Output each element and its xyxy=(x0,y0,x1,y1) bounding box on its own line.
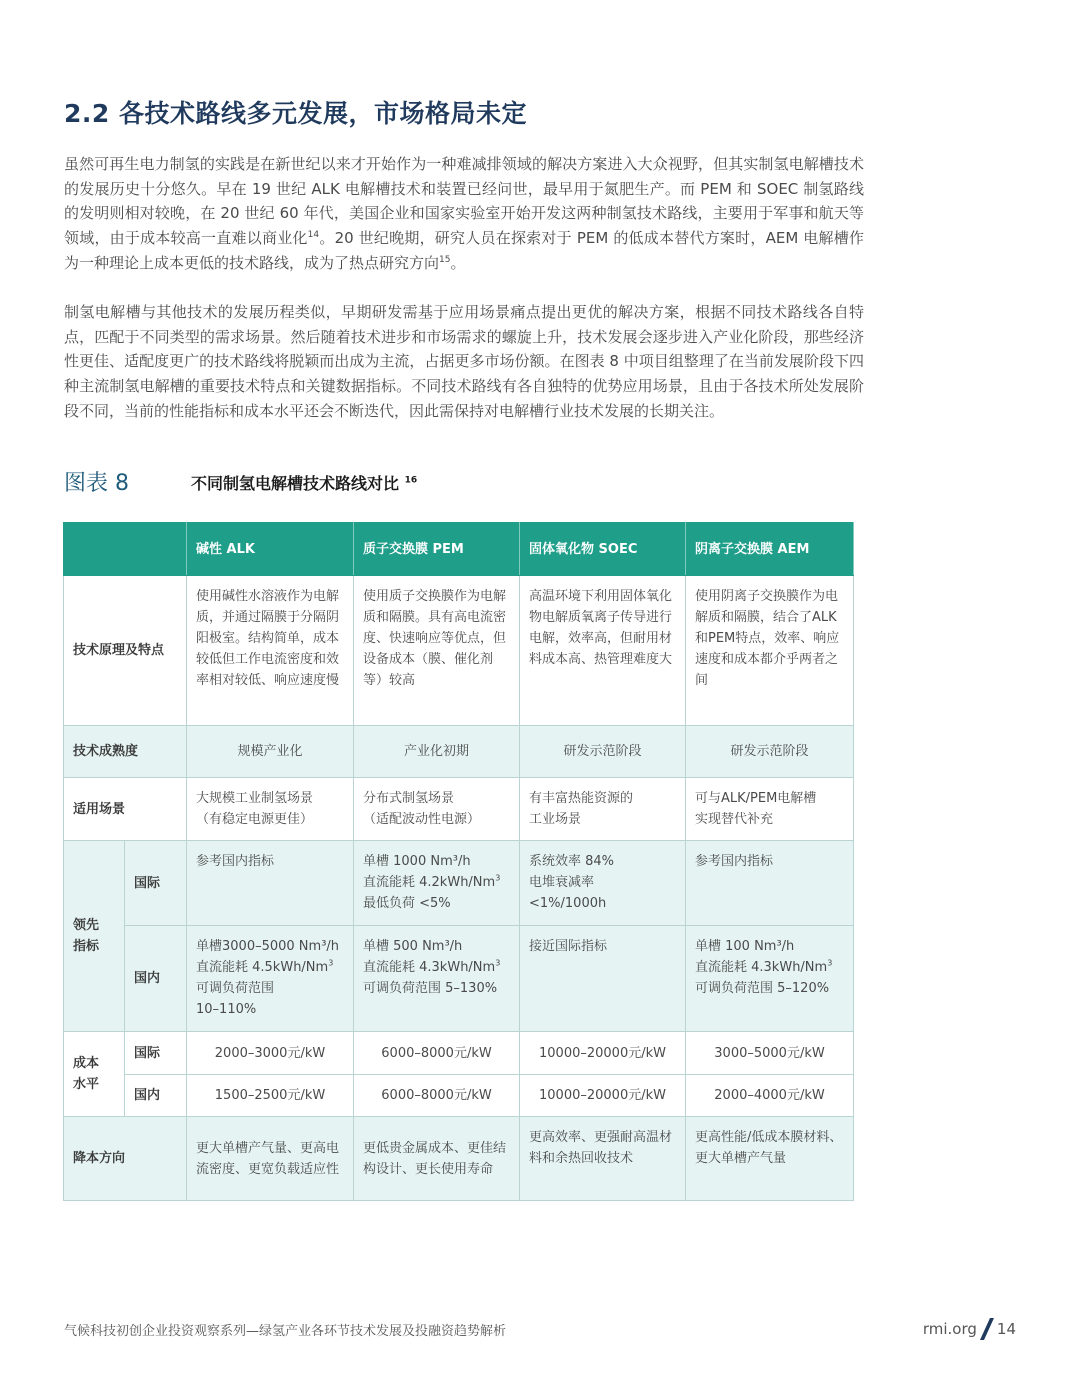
leading-label-2: 指标 xyxy=(73,939,100,954)
cell-reduction-alk: 更大单槽产气量、更高电流密度、更宽负载适应性 xyxy=(187,1117,354,1201)
header-corner xyxy=(64,523,187,576)
leading-dom-pem-2-text: 直流能耗 4.3kWh/Nm xyxy=(363,960,496,975)
row-label-scenario: 适用场景 xyxy=(64,778,187,841)
cell-leading-dom-alk xyxy=(187,926,354,1032)
cell-cost-dom-soec: 10000–20000元/kW xyxy=(520,1075,686,1117)
leading-dom-pem-3: 可调负荷范围 5–130% xyxy=(363,981,498,996)
footer-series-title: 气候科技初创企业投资观察系列—绿氢产业各环节技术发展及投融资趋势解析 xyxy=(64,1324,507,1339)
sublabel-cost-intl: 国际 xyxy=(125,1032,187,1075)
cell-cost-intl-soec: 10000–20000元/kW xyxy=(520,1032,686,1075)
figure-label: 图表 8 xyxy=(64,471,129,496)
cell-cost-intl-aem: 3000–5000元/kW xyxy=(686,1032,854,1075)
cell-principle-alk: 使用碱性水溶液作为电解质，并通过隔膜于分隔阴阳极室。结构简单，成本较低但工作电流密度和效率相对较低、响应速度慢 xyxy=(187,576,354,726)
leading-dom-alk-2 xyxy=(196,957,344,978)
leading-dom-aem-3: 可调负荷范围 5–120% xyxy=(695,981,830,996)
p1-text-c: 。 xyxy=(450,253,466,272)
cell-scenario-alk xyxy=(187,778,354,841)
footer-page-info xyxy=(923,1318,1016,1340)
leading-dom-alk-2-sup: 3 xyxy=(328,958,334,968)
leading-dom-pem-1: 单槽 500 Nm³/h xyxy=(363,939,463,954)
cell-leading-dom-pem xyxy=(354,926,520,1032)
scenario-pem-line2: （适配波动性电源） xyxy=(363,812,481,827)
row-label-reduction: 降本方向 xyxy=(64,1117,187,1201)
leading-dom-aem-1: 单槽 100 Nm³/h xyxy=(695,939,795,954)
footer-site-link[interactable]: rmi.org xyxy=(922,1320,977,1338)
leading-intl-soec-2: 电堆衰减率 xyxy=(529,875,595,890)
leading-intl-pem-1: 单槽 1000 Nm³/h xyxy=(363,854,471,869)
cell-leading-intl-soec xyxy=(520,841,686,926)
figure-title xyxy=(191,471,417,494)
header-soec: 固体氧化物 SOEC xyxy=(520,523,686,576)
row-label-cost xyxy=(64,1032,125,1117)
leading-label-1: 领先 xyxy=(73,918,100,933)
cell-leading-intl-alk: 参考国内指标 xyxy=(187,841,354,926)
cell-cost-dom-pem: 6000–8000元/kW xyxy=(354,1075,520,1117)
leading-intl-pem-2 xyxy=(363,872,510,893)
leading-dom-alk-1: 单槽3000–5000 Nm³/h xyxy=(196,939,340,954)
cell-principle-aem: 使用阴离子交换膜作为电解质和隔膜，结合了ALK和PEM特点，效率、响应速度和成本都介乎两者之间 xyxy=(686,576,854,726)
footnote-ref-16[interactable]: 16 xyxy=(404,475,418,486)
leading-dom-aem-2 xyxy=(695,957,844,978)
cell-cost-intl-pem: 6000–8000元/kW xyxy=(354,1032,520,1075)
table-row-leading-intl xyxy=(64,841,854,926)
leading-dom-alk-3: 可调负荷范围 xyxy=(196,981,275,996)
cost-label-2: 水平 xyxy=(73,1077,100,1092)
table-row-reduction xyxy=(64,1117,854,1201)
cell-cost-intl-alk: 2000–3000元/kW xyxy=(187,1032,354,1075)
cell-maturity-pem: 产业化初期 xyxy=(354,726,520,778)
p1-text-b: 。20 世纪晚期，研究人员在探索对于 PEM 的低成本替代方案时，AEM 电解槽作为一种理论上成本更低的技术路线，成为了热点研究方向 xyxy=(64,229,864,272)
leading-dom-alk-4: 10–110% xyxy=(196,1002,257,1017)
leading-dom-aem-2-sup: 3 xyxy=(827,958,833,968)
footnote-ref-14[interactable]: 14 xyxy=(307,230,320,241)
header-pem: 质子交换膜 PEM xyxy=(354,523,520,576)
cell-principle-pem: 使用质子交换膜作为电解质和隔膜。具有高电流密度、快速响应等优点，但设备成本（膜、催化剂等）较高 xyxy=(354,576,520,726)
leading-dom-pem-2 xyxy=(363,957,510,978)
cell-leading-dom-soec: 接近国际指标 xyxy=(520,926,686,1032)
intro-paragraph xyxy=(64,152,864,276)
leading-intl-soec-3: <1%/1000h xyxy=(529,896,607,911)
row-label-principle: 技术原理及特点 xyxy=(64,576,187,726)
cell-reduction-aem: 更高性能/低成本膜材料、更大单槽产气量 xyxy=(686,1117,854,1201)
section-title: 2.2 各技术路线多元发展，市场格局未定 xyxy=(64,99,527,128)
header-alk: 碱性 ALK xyxy=(187,523,354,576)
electrolyzer-comparison-table xyxy=(63,522,854,1201)
cell-principle-soec: 高温环境下利用固体氧化物电解质氧离子传导进行电解，效率高，但耐用材料成本高、热管理难度大 xyxy=(520,576,686,726)
p1-text-a: 虽然可再生电力制氢的实践是在新世纪以来才开始作为一种难减排领域的解决方案进入大众视野，但其实制氢电解槽技术的发展历史十分悠久。早在 19 世纪 ALK 电解槽技术和装置已经问世，最早用于氮肥生产。而 PEM 和 SOEC 制氢路线的发明则相对较晚，在 20 世纪 60 年代，美国企业和国家实验室开始开发这两种制氢技术路线，主要用于军事和航天等领域，由于成本较高一直难以商业化 xyxy=(64,155,864,248)
leading-dom-alk-2-text: 直流能耗 4.5kWh/Nm xyxy=(196,960,329,975)
scenario-alk-line1: 大规模工业制氢场景 xyxy=(196,791,314,806)
cell-leading-dom-aem xyxy=(686,926,854,1032)
figure-title-text: 不同制氢电解槽技术路线对比 xyxy=(191,474,400,493)
table-row-cost-intl xyxy=(64,1032,854,1075)
scenario-soec-line2: 工业场景 xyxy=(529,812,582,827)
cell-scenario-soec xyxy=(520,778,686,841)
leading-dom-aem-2-text: 直流能耗 4.3kWh/Nm xyxy=(695,960,828,975)
table-row-cost-dom xyxy=(64,1075,854,1117)
leading-intl-soec-1: 系统效率 84% xyxy=(529,854,615,869)
second-paragraph: 制氢电解槽与其他技术的发展历程类似，早期研发需基于应用场景痛点提出更优的解决方案，根据不同技术路线各自特点，匹配于不同类型的需求场景。然后随着技术进步和市场需求的螺旋上升，技术发展会逐步进入产业化阶段，那些经济性更佳、适配度更广的技术路线将脱颖而出成为主流，占据更多市场份额。在图表 8 中项目组整理了在当前发展阶段下四种主流制氢电解槽的重要技术特点和关键数据指标。不同技术路线有各自独特的优势应用场景，且由于各技术所处发展阶段不同，当前的性能指标和成本水平还会不断迭代，因此需保持对电解槽行业技术发展的长期关注。 xyxy=(64,303,864,420)
cell-cost-dom-alk: 1500–2500元/kW xyxy=(187,1075,354,1117)
table-header-row xyxy=(64,523,854,576)
row-label-leading xyxy=(64,841,125,1032)
scenario-soec-line1: 有丰富热能资源的 xyxy=(529,791,634,806)
cell-leading-intl-pem xyxy=(354,841,520,926)
leading-intl-pem-2-text: 直流能耗 4.2kWh/Nm xyxy=(363,875,496,890)
leading-dom-pem-2-sup: 3 xyxy=(495,958,501,968)
cell-scenario-pem xyxy=(354,778,520,841)
scenario-aem-line2: 实现替代补充 xyxy=(695,812,774,827)
cell-maturity-aem: 研发示范阶段 xyxy=(686,726,854,778)
leading-intl-pem-3: 最低负荷 <5% xyxy=(363,896,451,911)
cell-cost-dom-aem: 2000–4000元/kW xyxy=(686,1075,854,1117)
scenario-alk-line2: （有稳定电源更佳） xyxy=(196,812,314,827)
cell-reduction-pem: 更低贵金属成本、更佳结构设计、更长使用寿命 xyxy=(354,1117,520,1201)
cost-label-1: 成本 xyxy=(73,1056,100,1071)
scenario-pem-line1: 分布式制氢场景 xyxy=(363,791,455,806)
table-row-scenario xyxy=(64,778,854,841)
header-aem: 阴离子交换膜 AEM xyxy=(686,523,854,576)
cell-scenario-aem xyxy=(686,778,854,841)
table-row-maturity xyxy=(64,726,854,778)
table-row-leading-dom xyxy=(64,926,854,1032)
cell-leading-intl-aem: 参考国内指标 xyxy=(686,841,854,926)
footnote-ref-15[interactable]: 15 xyxy=(439,254,451,265)
rmi-slash-logo-icon xyxy=(980,1318,994,1340)
leading-intl-pem-2-sup: 3 xyxy=(495,873,501,883)
row-label-maturity: 技术成熟度 xyxy=(64,726,187,778)
cell-maturity-alk: 规模产业化 xyxy=(187,726,354,778)
sublabel-cost-dom: 国内 xyxy=(125,1075,187,1117)
cell-reduction-soec: 更高效率、更强耐高温材料和余热回收技术 xyxy=(520,1117,686,1201)
cell-maturity-soec: 研发示范阶段 xyxy=(520,726,686,778)
sublabel-leading-intl: 国际 xyxy=(125,841,187,926)
scenario-aem-line1: 可与ALK/PEM电解槽 xyxy=(695,791,817,806)
footer-page-number: 14 xyxy=(996,1320,1016,1338)
table-row-principle xyxy=(64,576,854,726)
sublabel-leading-dom: 国内 xyxy=(125,926,187,1032)
